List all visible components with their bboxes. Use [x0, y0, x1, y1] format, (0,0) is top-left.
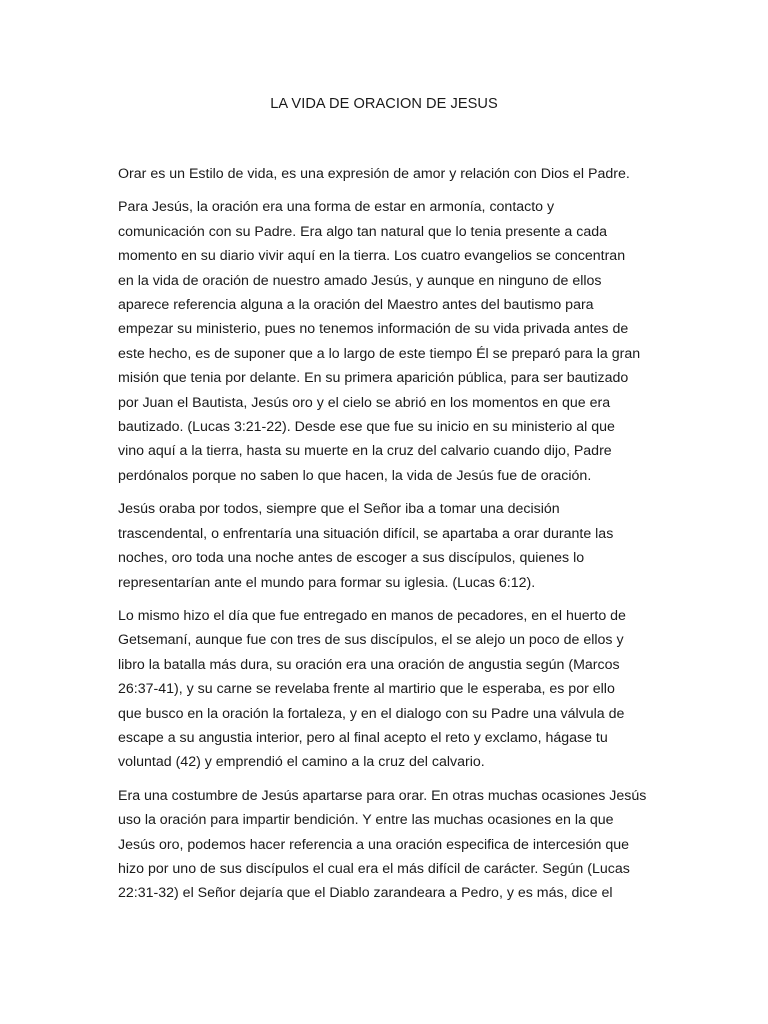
- text-line: 22:31-32) el Señor dejaría que el Diablo zarandeara a Pedro, y es más, dice el: [118, 885, 613, 902]
- text-line: en la vida de oración de nuestro amado Jesús, y aunque en ninguno de ellos: [118, 272, 602, 289]
- text-line: escape a su angustia interior, pero al final acepto el reto y exclamo, hágase tu: [118, 729, 608, 746]
- text-line: bautizado. (Lucas 3:21-22). Desde ese que fue su inicio en su ministerio al que: [118, 419, 615, 436]
- document-title: LA VIDA DE ORACION DE JESUS: [270, 96, 498, 112]
- text-line: Orar es un Estilo de vida, es una expresión de amor y relación con Dios el Padre.: [118, 166, 630, 182]
- text-line: misión que tenia por delante. En su primera aparición pública, para ser bautizado: [118, 370, 629, 387]
- text-line: hizo por uno de sus discípulos el cual era el más difícil de carácter. Según (Lucas: [118, 860, 630, 877]
- text-line: libro la batalla más dura, su oración era una oración de angustia según (Marcos: [118, 656, 620, 673]
- paragraph: [118, 497, 700, 595]
- text-line: por Juan el Bautista, Jesús oro y el cielo se abrió en los momentos en que era: [118, 394, 611, 411]
- text-line: uso la oración para impartir bendición. Y entre las muchas ocasiones en la que: [118, 812, 614, 829]
- text-line: Para Jesús, la oración era una forma de estar en armonía, contacto y: [118, 199, 555, 216]
- text-line: este hecho, es de suponer que a lo largo de este tiempo Él se preparó para la gran: [118, 345, 641, 362]
- paragraph: [118, 195, 700, 488]
- text-line: representarían ante el mundo para formar su iglesia. (Lucas 6:12).: [118, 574, 536, 591]
- text-line: empezar su ministerio, pues no tenemos información de su vida privada antes de: [118, 321, 629, 338]
- text-line: Lo mismo hizo el día que fue entregado en manos de pecadores, en el huerto de: [118, 607, 626, 624]
- text-line: Era una costumbre de Jesús apartarse para orar. En otras muchas ocasiones Jesús: [118, 787, 647, 804]
- text-line: aparece referencia alguna a la oración del Maestro antes del bautismo para: [118, 297, 594, 314]
- text-line: vino aquí a la tierra, hasta su muerte en la cruz del calvario cuando dijo, Padre: [118, 443, 612, 460]
- text-line: Jesús oraba por todos, siempre que el Señor iba a tomar una decisión: [118, 501, 560, 518]
- text-line: 26:37-41), y su carne se revelaba frente al martirio que le esperaba, es por ello: [118, 681, 615, 698]
- text-line: trascendental, o enfrentaría una situación difícil, se apartaba a orar durante las: [118, 525, 614, 542]
- text-line: comunicación con su Padre. Era algo tan natural que lo tenia presente a cada: [118, 223, 607, 240]
- text-line: Jesús oro, podemos hacer referencia a una oración especifica de intercesión que: [118, 836, 630, 853]
- paragraph: [118, 784, 700, 906]
- text-line: perdónalos porque no saben lo que hacen, la vida de Jesús fue de oración.: [118, 467, 592, 484]
- text-line: Getsemaní, aunque fue con tres de sus discípulos, el se alejo un poco de ellos y: [118, 632, 624, 649]
- document-body: [118, 162, 700, 915]
- text-line: que busco en la oración la fortaleza, y en el dialogo con su Padre una válvula de: [118, 705, 625, 722]
- paragraph: [118, 162, 700, 186]
- text-line: voluntad (42) y emprendió el camino a la cruz del calvario.: [118, 754, 485, 771]
- paragraph: [118, 604, 700, 775]
- text-line: momento en su diario vivir aquí en la tierra. Los cuatro evangelios se concentran: [118, 248, 626, 265]
- text-line: noches, oro toda una noche antes de escoger a sus discípulos, quienes lo: [118, 550, 585, 567]
